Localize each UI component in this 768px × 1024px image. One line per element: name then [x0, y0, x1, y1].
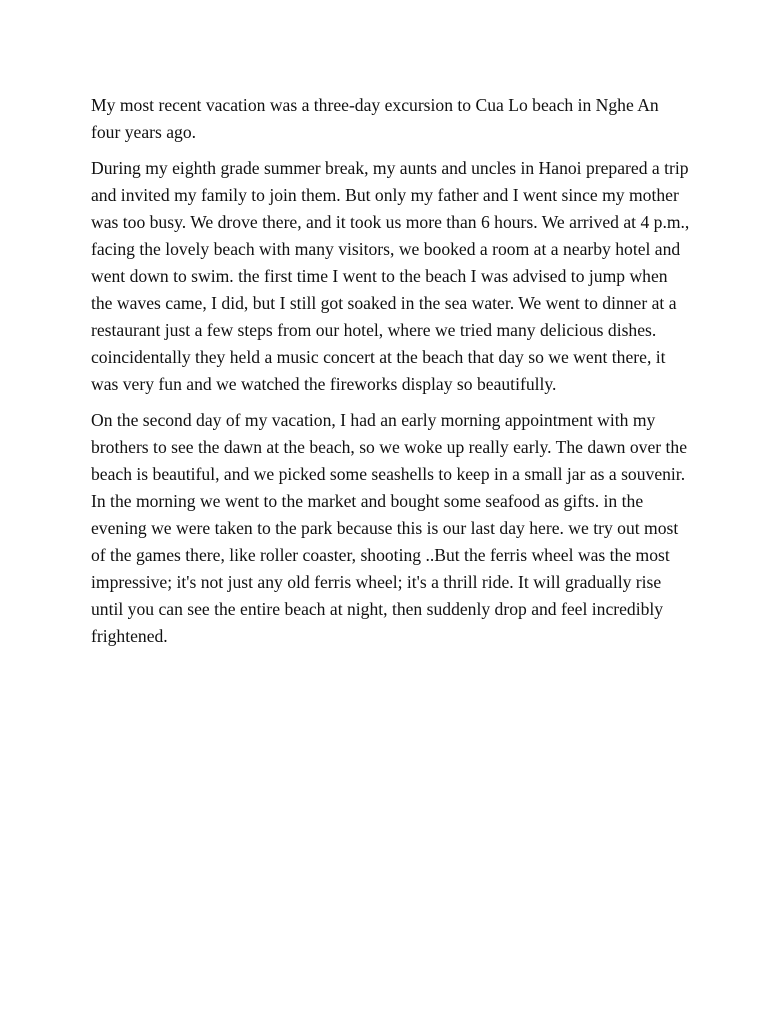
paragraph-intro: My most recent vacation was a three-day excursion to Cua Lo beach in Nghe An four years ago. [91, 95, 659, 142]
paragraph-second-day: On the second day of my vacation, I had an early morning appointment with my brothers to see the dawn at the beach, so we woke up really early. The dawn over the beach is beautiful, and we picked some seashells to keep in a small jar as a souvenir. In the morning we went to the market and bought some seafood as gifts. in the evening we were taken to the park because this is our last day here. we try out most of the games there, like roller coaster, shooting ..But the ferris wheel was the most impressive; it's not just any old ferris wheel; it's a thrill ride. It will gradually rise until you can see the entire beach at night, then suddenly drop and feel incredibly frightened. [91, 410, 688, 646]
paragraph-first-day: During my eighth grade summer break, my aunts and uncles in Hanoi prepared a trip and invited my family to join them. But only my father and I went since my mother was too busy. We drove there, and it took us more than 6 hours. We arrived at 4 p.m., facing the lovely beach with many visitors, we booked a room at a nearby hotel and went down to swim. the first time I went to the beach I was advised to jump when the waves came, I did, but I still got soaked in the sea water. We went to dinner at a restaurant just a few steps from our hotel, where we tried many delicious dishes. coincidentally they held a music concert at the beach that day so we went there, it was very fun and we watched the fireworks display so beautifully. [91, 158, 690, 394]
document-body [91, 92, 691, 659]
